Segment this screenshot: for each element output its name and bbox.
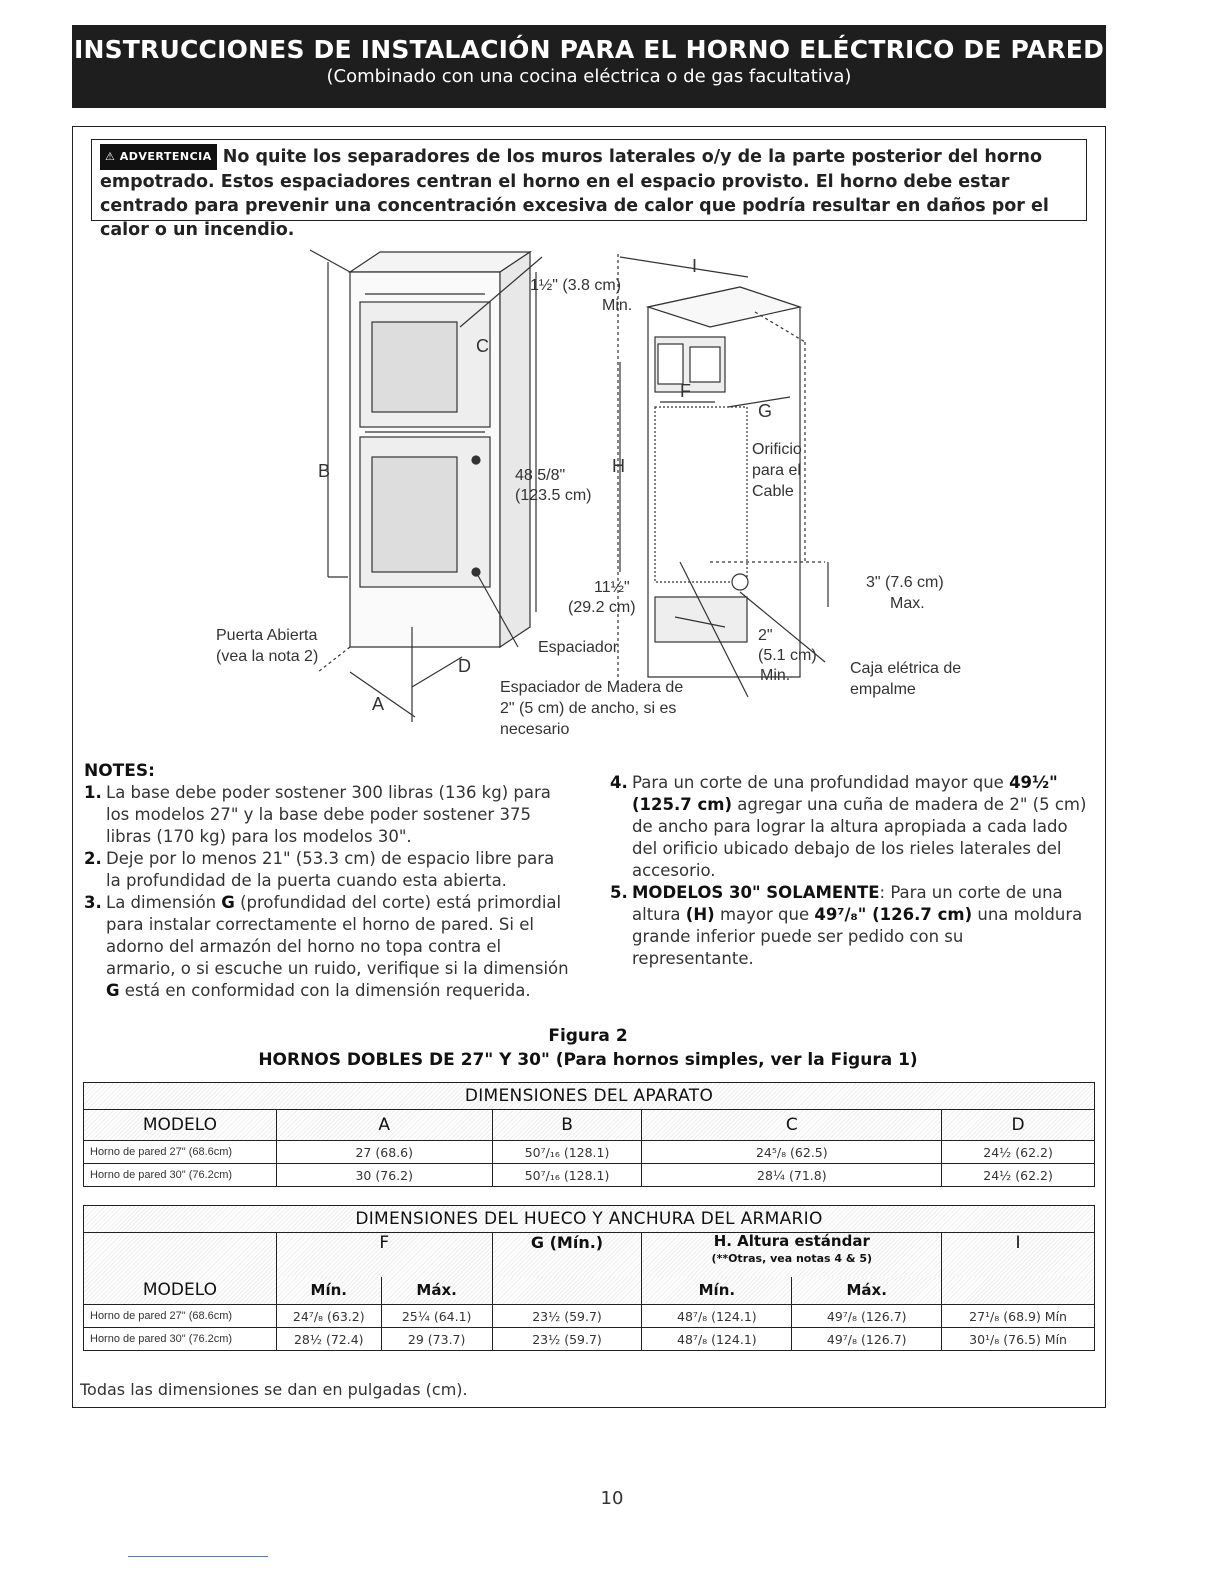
notes-right — [610, 772, 1090, 970]
table-row: Horno de pared 27" (68.6cm) 24⁷/₈ (63.2) 25¼ (64.1) 23½ (59.7) 48⁷/₈ (124.1) 49⁷/₈ (126.7) 27¹/₈ (68.9) Mín — [84, 1305, 1095, 1328]
label-max-word: Max. — [890, 595, 925, 612]
label-dim-i: I — [692, 256, 698, 276]
col-f-min: Mín. — [276, 1277, 381, 1305]
col-model: MODELO — [84, 1233, 277, 1305]
col-f: F — [276, 1233, 492, 1277]
col-b: B — [492, 1110, 642, 1141]
label-dim-h: H — [612, 456, 625, 476]
label-dim-g: G — [758, 401, 773, 421]
installation-diagram — [200, 232, 1000, 744]
label-height: 48 5/8" — [515, 467, 566, 484]
table-row: Horno de pared 30" (76.2cm) 30 (76.2) 50⁷/₁₆ (128.1) 28¼ (71.8) 24½ (62.2) — [84, 1164, 1095, 1187]
figure-caption: HORNOS DOBLES DE 27" Y 30" (Para hornos simples, ver la Figura 1) — [258, 1050, 918, 1070]
cutout-dimensions-table — [83, 1205, 1095, 1351]
notes-left — [84, 760, 574, 1002]
label-orificio-1: Orificio — [752, 441, 802, 458]
note-1: 1. La base debe poder sostener 300 libras (136 kg) para los modelos 27" y la base debe poder sostener 375 libras (170 kg) para los modelos 30". — [84, 783, 551, 846]
warning-box — [91, 139, 1087, 240]
note-3: 3. La dimensión G (profundidad del corte) está primordial para instalar correctamente el horno de pared. Si el adorno del armazón del horno no topa contra el armario, o si escuche un ruido, verifique si la dimensión G está en conformidad con la dimensión requerida. — [84, 893, 569, 1000]
label-espaciador: Espaciador — [538, 639, 619, 656]
note-2: 2. Deje por lo menos 21" (53.3 cm) de espacio libre para la profundidad de la puerta cuando esta abierta. — [84, 849, 555, 890]
label-height-cm: (123.5 cm) — [515, 487, 592, 504]
label-dim-c: C — [476, 336, 489, 356]
col-g: G (Mín.) — [492, 1233, 642, 1277]
note-4: 4. Para un corte de una profundidad mayor que 49½" (125.7 cm) agregar una cuña de madera de 2" (5 cm) de ancho para lograr la altura apropiada a cada lado del orificio ubicado debajo de los rieles laterales del accesorio. — [610, 773, 1087, 880]
warning-text: No quite los separadores de los muros laterales o/y de la parte posterior del horno empotrado. Estos espaciadores centran el horno en el espacio provisto. El horno debe estar centrado para prevenir una concentración excesiva de calor que podría resultar en daños por el calor o un incendio. — [100, 147, 1049, 240]
label-puerta-1: Puerta Abierta — [216, 627, 318, 644]
table-row: Horno de pared 27" (68.6cm) 27 (68.6) 50⁷/₁₆ (128.1) 24⁵/₈ (62.5) 24½ (62.2) — [84, 1141, 1095, 1164]
label-two-cm: (5.1 cm) — [758, 647, 817, 664]
page-banner — [72, 25, 1106, 108]
table-row: Horno de pared 30" (76.2cm) 28½ (72.4) 29 (73.7) 23½ (59.7) 48⁷/₈ (124.1) 49⁷/₈ (126.7) 30¹/₈ (76.5) Mín — [84, 1328, 1095, 1351]
label-dim-a: A — [372, 694, 385, 714]
oven-illustration — [318, 252, 530, 672]
label-dim-d: D — [458, 656, 471, 676]
warning-badge: ⚠ ADVERTENCIA — [100, 144, 217, 170]
label-orificio-3: Cable — [752, 483, 794, 500]
section-appliance-dimensions: DIMENSIONES DEL APARATO — [84, 1083, 1095, 1110]
label-max: 3" (7.6 cm) — [866, 574, 944, 591]
col-model: MODELO — [84, 1110, 277, 1141]
page-subtitle: (Combinado con una cocina eléctrica o de gas facultativa) — [326, 66, 852, 87]
label-orificio-2: para el — [752, 462, 801, 479]
col-i: I — [942, 1233, 1095, 1277]
page-title: INSTRUCCIONES DE INSTALACIÓN PARA EL HORNO ELÉCTRICO DE PARED — [73, 35, 1105, 64]
col-f-max: Máx. — [381, 1277, 492, 1305]
col-h-max: Máx. — [792, 1277, 942, 1305]
col-a: A — [276, 1110, 492, 1141]
col-d: D — [942, 1110, 1095, 1141]
label-dim-b: B — [318, 461, 331, 481]
label-two: 2" — [758, 627, 773, 644]
label-two-min: Min. — [760, 667, 791, 684]
col-c: C — [642, 1110, 942, 1141]
appliance-dimensions-table — [83, 1082, 1095, 1187]
col-h-min: Mín. — [642, 1277, 792, 1305]
label-puerta-2: (vea la nota 2) — [216, 648, 319, 665]
label-bottom: 11½" — [594, 579, 630, 596]
label-min-space: 1½" (3.8 cm) — [530, 277, 622, 294]
label-madera-3: necesario — [500, 721, 570, 738]
label-madera-1: Espaciador de Madera de — [500, 679, 684, 696]
notes-title: NOTES: — [84, 761, 155, 781]
footer-rule — [128, 1556, 268, 1557]
page-number: 10 — [600, 1488, 624, 1509]
label-min-space-min: Min. — [602, 297, 633, 314]
label-caja-1: Caja elétrica de — [850, 660, 962, 677]
label-bottom-cm: (29.2 cm) — [568, 599, 636, 616]
note-5: 5. MODELOS 30" SOLAMENTE: Para un corte de una altura (H) mayor que 49⁷/₈" (126.7 cm) una moldura grande inferior puede ser pedido con su representante. — [610, 883, 1083, 968]
col-h: H. Altura estándar (**Otras, vea notas 4 & 5) — [642, 1233, 942, 1277]
label-dim-f: F — [680, 381, 691, 401]
section-cutout-dimensions: DIMENSIONES DEL HUECO Y ANCHURA DEL ARMARIO — [84, 1206, 1095, 1233]
figure-label: Figura 2 — [548, 1026, 628, 1046]
label-caja-2: empalme — [850, 681, 916, 698]
label-madera-2: 2" (5 cm) de ancho, si es — [500, 700, 677, 717]
table-footnote: Todas las dimensiones se dan en pulgadas (cm). — [80, 1380, 468, 1399]
